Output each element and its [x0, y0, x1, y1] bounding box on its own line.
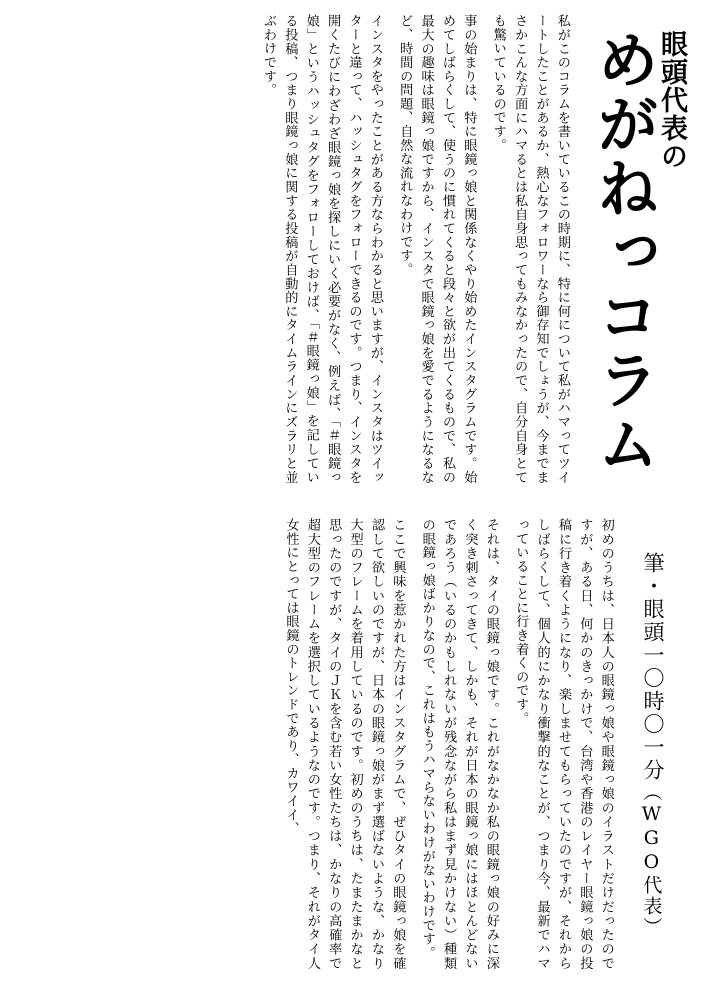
- page-title: めがねっコラム: [586, 28, 660, 476]
- body-paragraph-6: ここで興味を惹かれた方はインスタグラムで、ぜひタイの眼鏡っ娘を確認して欲しいのですが、日本の眼鏡っ娘がまず選ばないような、かなり大型のフレームを着用しているのです。初めのうちは、たまたまかなと思ったのですが、タイのＪＫを含む若い女性たちは、かなりの高確率で超大型のフレームを選択しているようなのです。つまり、それがタイ人女性にとっては眼鏡のトレンドであり、カワイイ、: [283, 518, 406, 970]
- body-paragraph-2: 事の始まりは、特に眼鏡っ娘と関係なくやり始めたインスタグラムです。始めてしばらくして、使うのに慣れてくると段々と欲が出てくるもので、私の最大の趣味は眼鏡っ娘ですから、インスタで眼鏡っ娘を愛でるようになるなど、時間の問題、自然な流れなわけです。: [397, 14, 477, 484]
- body-paragraph-1: 私がこのコラムを書いているこの時期に、特に何について私がハマってツイートしたことがあるか、熱心なフォロワーなら御存知でしょうが、今までまさかこんな方面にハマるとは私自身思ってもみなかったので、自分自身とても驚いているのです。: [490, 14, 570, 484]
- byline-author: 筆・眼頭一〇時〇一分: [641, 552, 665, 782]
- byline-org: （WGO代表）: [640, 782, 663, 938]
- body-paragraph-3: インスタをやったことがある方ならわかると思いますが、インスタはツイッターと違って、ハッシュタグをフォローできるのです。つまり、インスタを開くたびにわざわざ眼鏡っ娘を探しにいく必要がなく、例えば、「＃眼鏡っ娘」というハッシュタグをフォローしておけば、「＃眼鏡っ娘」を記している投稿、つまり眼鏡っ娘に関する投稿が自動的にタイムラインにズラリと並ぶわけです。: [260, 14, 383, 484]
- article-bottom-section: [0, 508, 708, 1000]
- page-title-kicker: 眼頭代表の: [656, 30, 687, 170]
- body-paragraph-4: 初めのうちは、日本人の眼鏡っ娘や眼鏡っ娘のイラストだけだったのですが、ある日、何かのきっかけで、台湾や香港のレイヤー眼鏡っ娘の投稿に行き着くようになり、楽しませてもらっていたのですが、それからしばらくして、個人的にかなり衝撃的なことが、つまり今、最新でハマっていることに行き着くのです。: [513, 518, 614, 970]
- article-title-block: [586, 14, 688, 498]
- byline-block: [639, 552, 666, 938]
- body-paragraph-5: それは、タイの眼鏡っ娘です。これがなかなか私の眼鏡っ娘の好みに深く突き刺さってきて、しかも、それが日本の眼鏡っ娘にはほとんどないであろう（いるのかもしれないが残念ながら私はまず見かけない）種類の眼鏡っ娘ばかりなので、これはもうハマらないわけがないわけです。: [419, 518, 499, 970]
